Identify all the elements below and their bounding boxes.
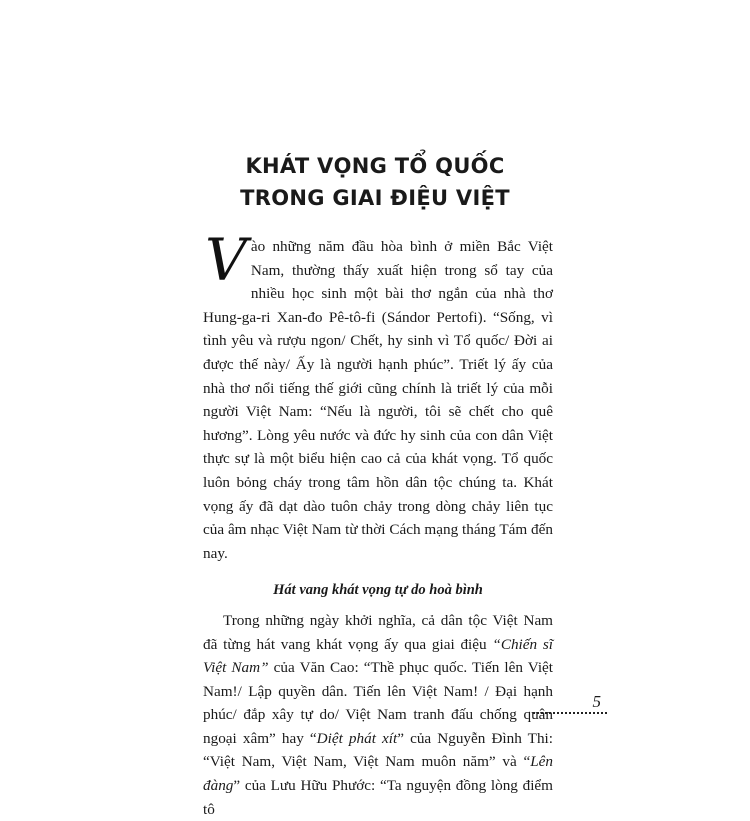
chapter-title: [180, 150, 570, 214]
paragraph-2-text-2: của Văn Cao: “Thề phục quốc. Tiến lên Việt Nam!/ Lập quyền dân. Tiến lên Việt Nam! / Đại hạnh phúc/ đắp xây tự do/ Việt Nam tranh đấu chống quân ngoại xâm” hay “: [203, 659, 553, 747]
page-number: [533, 693, 607, 714]
paragraph-1: [203, 226, 553, 565]
chapter-title-line-1: KHÁT VỌNG TỔ QUỐC: [245, 154, 505, 178]
section-subheading: Hát vang khát vọng tự do hoà bình: [273, 582, 483, 599]
paragraph-2-text-3: ” của Nguyễn Đình Thi: “Việt Nam, Việt Nam, Việt Nam muôn năm” và “: [203, 729, 553, 771]
chapter-title-line-2: TRONG GIAI ĐIỆU VIỆT: [240, 186, 510, 210]
song-title-diet-phat-xit: Diệt phát xít: [316, 729, 398, 747]
paragraph-2-text-1: Trong những ngày khởi nghĩa, cả dân tộc Việt Nam đã từng hát vang khát vọng ấy qua giai điệu: [203, 611, 553, 653]
paragraph-2-text-4: ” của Lưu Hữu Phước: “Ta nguyện đồng lòng điểm tô: [203, 777, 553, 818]
paragraph-2: [203, 609, 553, 821]
song-title-len-dang: Lên đàng: [203, 753, 553, 795]
song-title-chien-si: “Chiến sĩ Việt Nam”: [203, 635, 553, 677]
body-text: [203, 226, 553, 821]
page-number-value: 5: [592, 692, 601, 711]
drop-cap: V: [205, 226, 247, 294]
paragraph-1-text: ào những năm đầu hòa bình ở miền Bắc Việt Nam, thường thấy xuất hiện trong sổ tay của nhiều học sinh một bài thơ ngắn của nhà thơ Hung-ga-ri Xan-đo Pê-tô-fi (Sándor Pertofi). “Sống, vì tình yêu và rượu ngon/ Chết, hy sinh vì Tổ quốc/ Đời ai được thế này/ Ấy là người hạnh phúc”. Triết lý ấy của nhà thơ nổi tiếng thế giới cũng chính là triết lý của mỗi người Việt Nam: “Nếu là người, tôi sẽ chết cho quê hương”. Lòng yêu nước và đức hy sinh của con dân Việt thực sự là một biểu hiện cao cả của khát vọng. Tổ quốc luôn bỏng cháy trong tâm hồn dân tộc chúng ta. Khát vọng ấy đã dạt dào tuôn chảy trong dòng chảy liên tục của âm nhạc Việt Nam từ thời Cách mạng tháng Tám đến nay.: [203, 238, 553, 562]
